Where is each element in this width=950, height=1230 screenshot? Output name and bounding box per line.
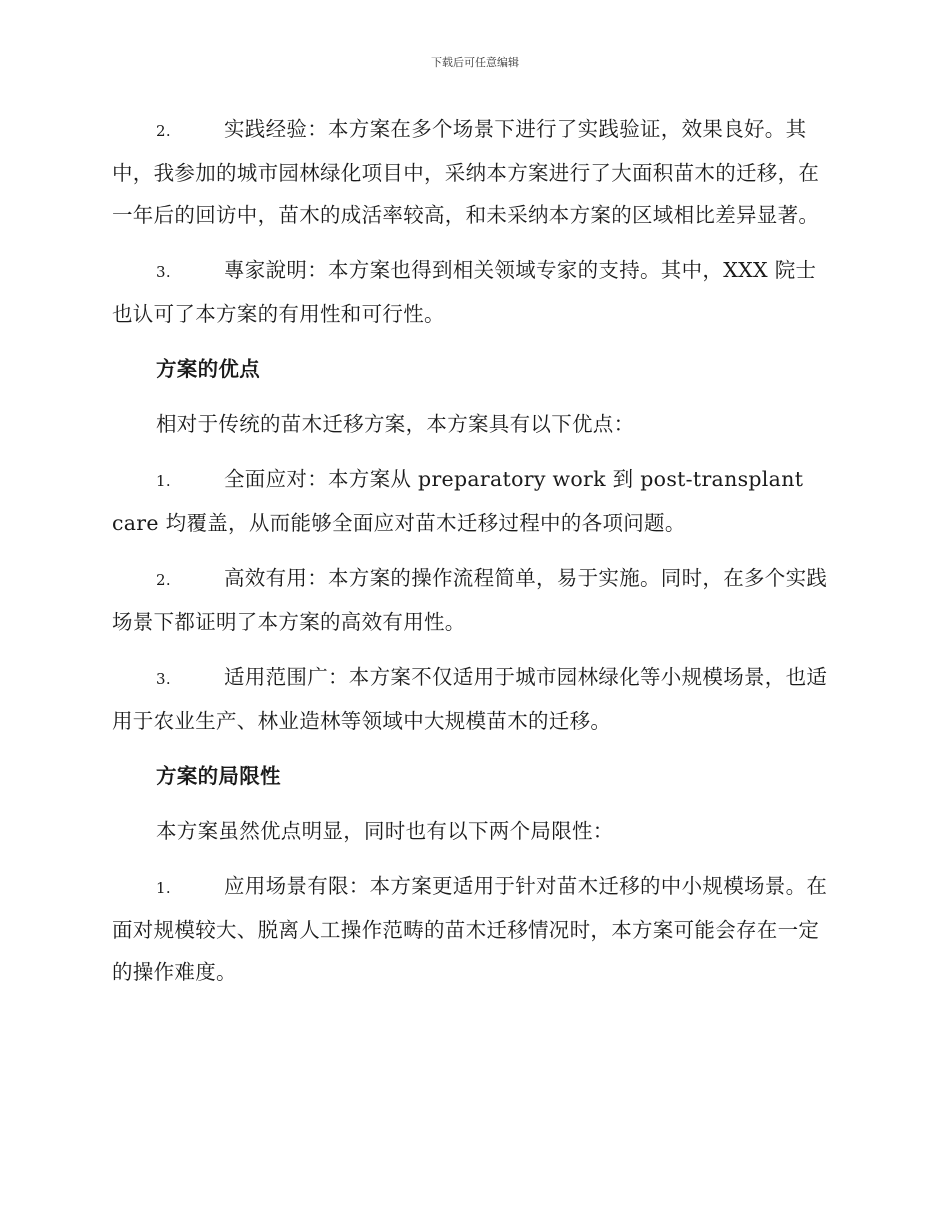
list-item-number: 2.: [156, 571, 171, 589]
list-item-text: 应用场景有限：本方案更适用于针对苗木迁移的中小规模场景。在面对规模较大、脱离人工操作范畴的苗木迁移情况时，本方案可能会存在一定的操作难度。: [112, 874, 828, 984]
list-item: [112, 656, 834, 742]
list-item-text: 高效有用：本方案的操作流程简单，易于实施。同时，在多个实践场景下都证明了本方案的高效有用性。: [112, 566, 828, 634]
list-item-number: 2.: [156, 122, 171, 140]
list-item: [112, 108, 834, 236]
list-item-text: 全面应对：本方案从 preparatory work 到 post-transplant care 均覆盖，从而能够全面应对苗木迁移过程中的各项问题。: [112, 467, 804, 535]
section-heading-advantages: 方案的优点: [156, 357, 260, 381]
section-intro-limitations: 本方案虽然优点明显，同时也有以下两个局限性：: [156, 819, 614, 843]
list-item-number: 1.: [156, 879, 171, 897]
list-item: [112, 557, 834, 643]
section-intro-advantages: 相对于传统的苗木迁移方案，本方案具有以下优点：: [156, 412, 635, 436]
list-item: [112, 249, 834, 335]
section-heading-limitations: 方案的局限性: [156, 764, 281, 788]
list-item-text: 專家說明：本方案也得到相关领域专家的支持。其中，XXX 院士也认可了本方案的有用性和可行性。: [112, 258, 817, 326]
list-item-text: 实践经验：本方案在多个场景下进行了实践验证，效果良好。其中，我参加的城市园林绿化项目中，采纳本方案进行了大面积苗木的迁移，在一年后的回访中，苗木的成活率较高，和未采纳本方案的区域相比差异显著。: [112, 117, 820, 227]
list-item-number: 3.: [156, 263, 171, 281]
page-header-note: 下载后可任意编辑: [431, 56, 519, 69]
list-item: [112, 865, 834, 993]
list-item-number: 1.: [156, 472, 171, 490]
list-item-text: 适用范围广：本方案不仅适用于城市园林绿化等小规模场景，也适用于农业生产、林业造林等领域中大规模苗木的迁移。: [112, 665, 828, 733]
list-item: [112, 458, 834, 544]
list-item-number: 3.: [156, 670, 171, 688]
document-body: [112, 108, 834, 1006]
